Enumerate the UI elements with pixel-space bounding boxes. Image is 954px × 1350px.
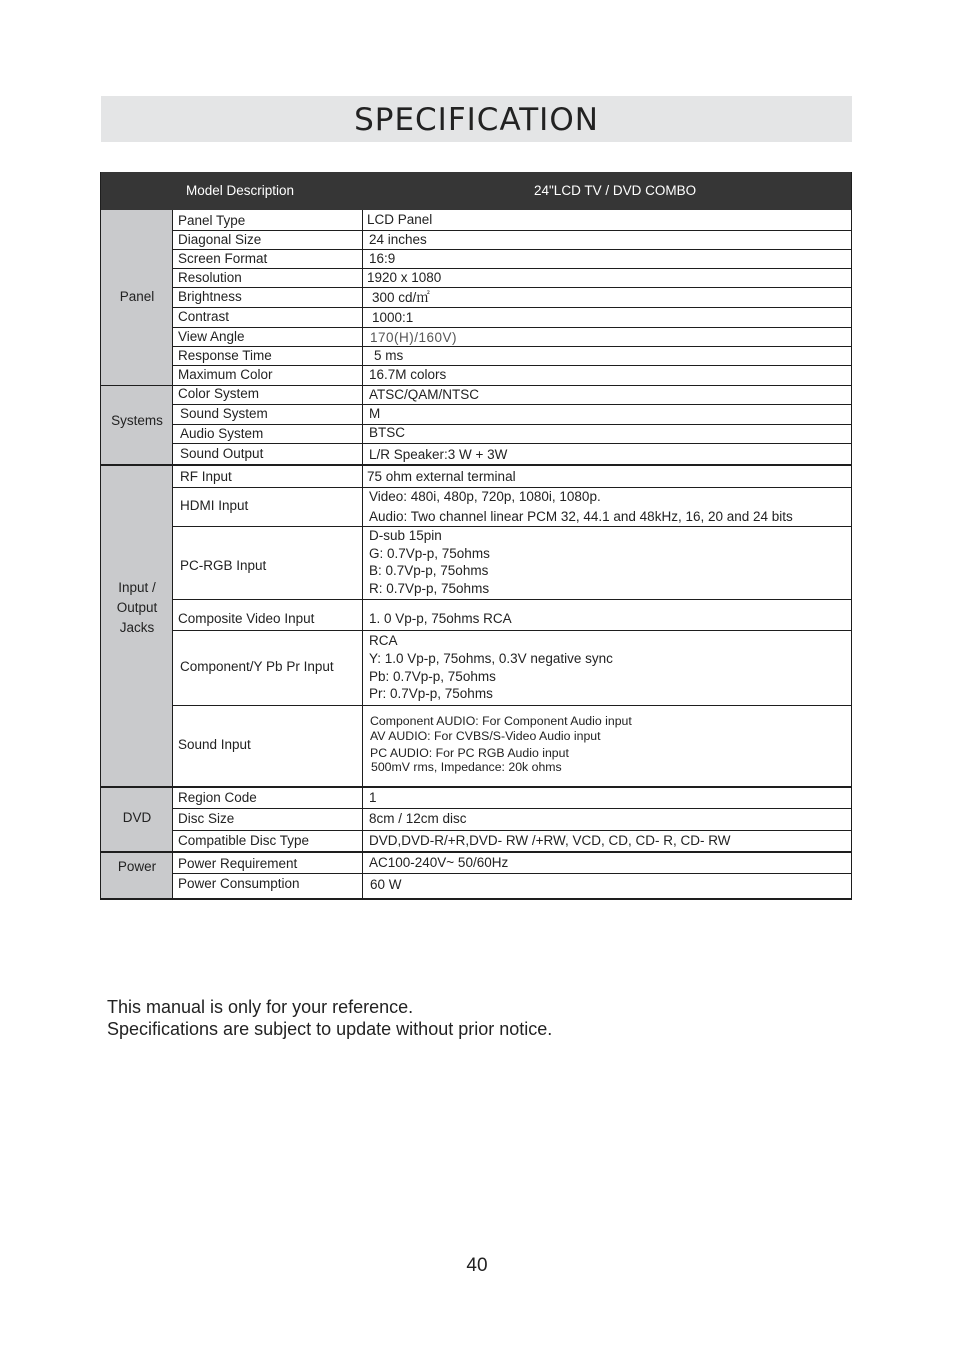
category-io-line3: Jacks: [119, 620, 155, 635]
row-line: [173, 327, 852, 328]
row-value-line: B: 0.7Vp-p, 75ohms: [369, 563, 489, 578]
row-label: Brightness: [178, 289, 242, 304]
row-line: [173, 599, 852, 600]
category-power: Power: [117, 859, 157, 874]
row-line: [173, 808, 852, 809]
row-line: [173, 443, 852, 444]
row-line: [173, 230, 852, 231]
table-divider-value: [362, 210, 363, 900]
row-label: Compatible Disc Type: [178, 833, 310, 848]
category-io-line1: Input /: [118, 580, 156, 595]
row-line: [173, 287, 852, 288]
row-value: BTSC: [369, 425, 406, 440]
row-line: [173, 630, 852, 631]
row-line: [173, 404, 852, 405]
category-dvd: DVD: [122, 810, 152, 825]
row-value: DVD,DVD-R/+R,DVD- RW /+RW, VCD, CD, CD- R, CD- RW: [369, 833, 731, 848]
section-line: [101, 851, 852, 853]
row-line: [173, 307, 852, 308]
row-label: Sound Input: [178, 737, 251, 752]
row-label: View Angle: [178, 329, 245, 344]
row-value: 1. 0 Vp-p, 75ohms RCA: [369, 611, 512, 626]
table-divider-category: [172, 210, 173, 898]
row-value: 170(H)/160V): [370, 330, 458, 345]
row-value: 16.7M colors: [369, 367, 447, 382]
category-panel: Panel: [119, 289, 155, 304]
row-line: [173, 705, 852, 706]
row-value: 16:9: [369, 251, 396, 266]
row-label: Panel Type: [178, 213, 246, 228]
row-line: [173, 346, 852, 347]
row-line: [173, 424, 852, 425]
row-value-line: Component AUDIO: For Component Audio input: [370, 714, 632, 728]
row-label: Diagonal Size: [178, 232, 262, 247]
row-value-line: Pr: 0.7Vp-p, 75ohms: [369, 686, 493, 701]
row-label: Resolution: [178, 270, 242, 285]
row-label: Contrast: [178, 309, 230, 324]
category-io-line2: Output: [116, 600, 158, 615]
title-bar: [101, 96, 852, 142]
row-value-line: Video: 480i, 480p, 720p, 1080i, 1080p.: [369, 489, 601, 504]
row-value: 8cm / 12cm disc: [369, 811, 467, 826]
row-value-line: 500mV rms, Impedance: 20k ohms: [371, 760, 562, 774]
row-label: Sound Output: [180, 446, 264, 461]
row-value-line: Y: 1.0 Vp-p, 75ohms, 0.3V negative sync: [369, 651, 613, 666]
row-value-line: G: 0.7Vp-p, 75ohms: [369, 546, 490, 561]
row-line: [173, 526, 852, 527]
table-border-right: [851, 172, 852, 900]
row-value-line: Audio: Two channel linear PCM 32, 44.1 and 48kHz, 16, 20 and 24 bits: [369, 509, 793, 524]
row-label: PC-RGB Input: [180, 558, 267, 573]
header-model-description: Model Description: [186, 183, 295, 198]
row-value: 75 ohm external terminal: [367, 469, 516, 484]
row-value: AC100-240V~ 50/60Hz: [369, 855, 509, 870]
row-value-line: PC AUDIO: For PC RGB Audio input: [370, 746, 569, 760]
row-label: Component/Y Pb Pr Input: [180, 659, 334, 674]
row-value: LCD Panel: [367, 212, 433, 227]
row-label: Power Consumption: [178, 876, 300, 891]
row-value: M: [369, 406, 381, 421]
row-value-line: D-sub 15pin: [369, 528, 442, 543]
row-label: HDMI Input: [180, 498, 249, 513]
row-line: [173, 268, 852, 269]
row-label: Composite Video Input: [178, 611, 315, 626]
section-line: [101, 464, 852, 466]
row-value-line: Pb: 0.7Vp-p, 75ohms: [369, 669, 496, 684]
row-value-line: R: 0.7Vp-p, 75ohms: [369, 581, 490, 596]
row-value: 60 W: [370, 877, 402, 892]
row-label: Power Requirement: [178, 856, 298, 871]
row-value: 5 ms: [374, 348, 404, 363]
page-title: SPECIFICATION: [354, 102, 599, 138]
row-label: Maximum Color: [178, 367, 273, 382]
section-line: [101, 786, 852, 788]
row-value-line: AV AUDIO: For CVBS/S-Video Audio input: [370, 729, 601, 743]
page-number: 40: [466, 1255, 488, 1276]
note-line: This manual is only for your reference.: [107, 997, 414, 1017]
row-value: 24 inches: [369, 232, 427, 247]
row-line: [173, 365, 852, 366]
row-label: Region Code: [178, 790, 257, 805]
row-value: 1: [369, 790, 377, 805]
row-value: 1000:1: [372, 310, 414, 325]
row-label: Audio System: [180, 426, 264, 441]
row-label: Screen Format: [178, 251, 268, 266]
row-label: RF Input: [180, 469, 232, 484]
row-label: Disc Size: [178, 811, 235, 826]
table-border-left: [100, 172, 101, 900]
row-label: Sound System: [180, 406, 268, 421]
row-line: [173, 830, 852, 831]
header-model-name: 24"LCD TV / DVD COMBO: [534, 183, 697, 198]
table-header: [100, 172, 852, 210]
row-value: 1920 x 1080: [367, 270, 442, 285]
category-systems: Systems: [111, 413, 163, 428]
row-line: [173, 873, 852, 874]
row-label: Color System: [178, 386, 260, 401]
row-value: L/R Speaker:3 W + 3W: [369, 447, 508, 462]
row-value-line: RCA: [369, 633, 398, 648]
row-label: Response Time: [178, 348, 272, 363]
row-line: [173, 249, 852, 250]
table-border-bottom: [101, 898, 852, 900]
note-line: Specifications are subject to update without prior notice.: [107, 1019, 553, 1039]
row-value: 300 cd/㎡: [372, 290, 430, 305]
row-value: ATSC/QAM/NTSC: [369, 387, 480, 402]
row-line: [173, 487, 852, 488]
